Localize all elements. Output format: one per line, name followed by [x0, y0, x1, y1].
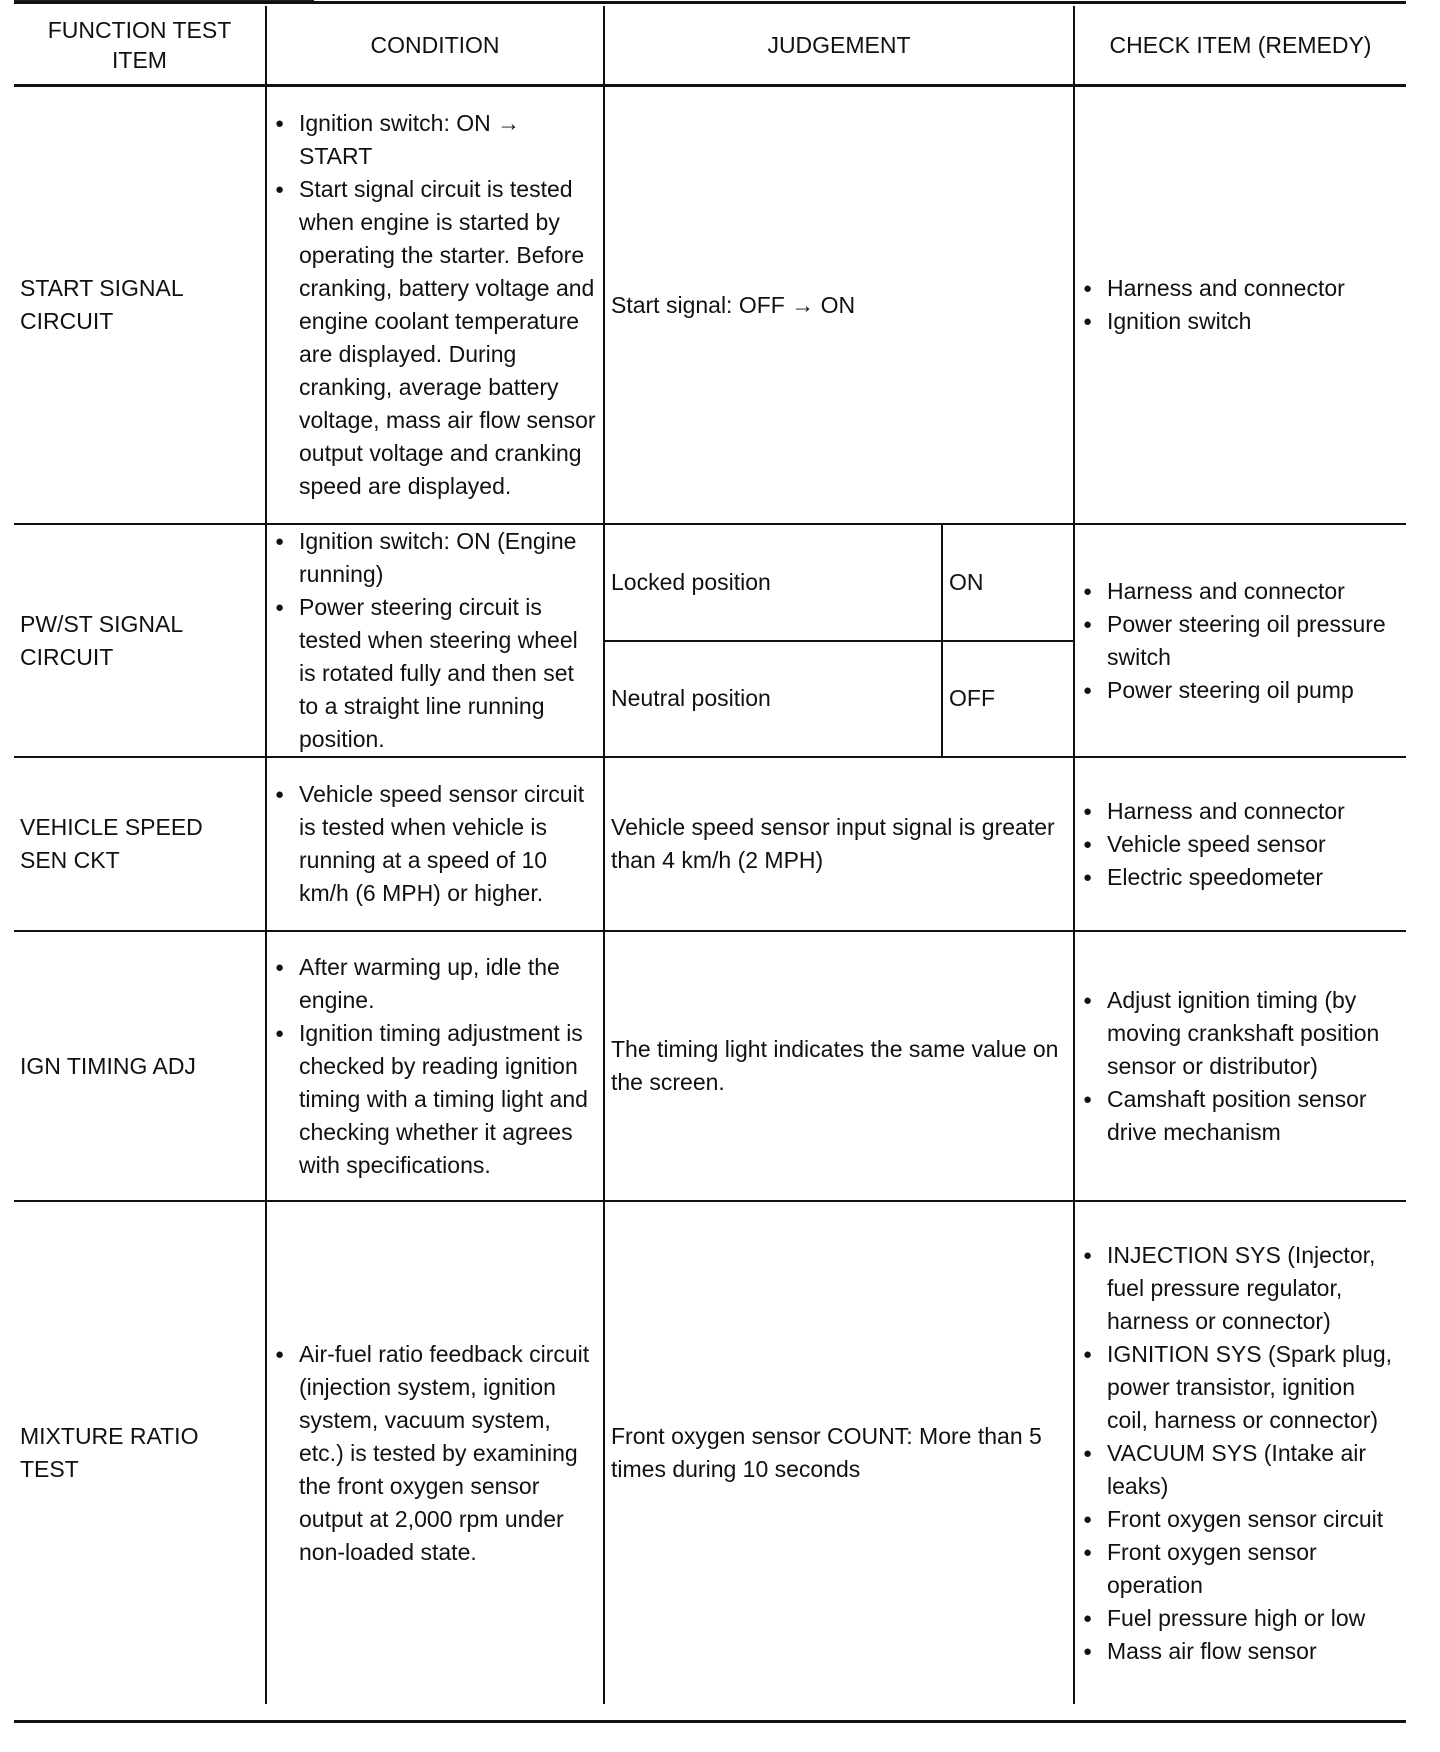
list-item: ● Front oxygen sensor operation [1081, 1536, 1400, 1602]
item-line: PW/ST SIGNAL [20, 610, 184, 637]
list-item: ● Harness and connector [1081, 795, 1400, 828]
judgement-value-off: OFF [942, 641, 1074, 758]
list-item: ● Ignition switch: ON (Engine running) [273, 525, 597, 591]
condition-cell [266, 757, 604, 931]
list-item: ● Camshaft position sensor drive mechanism [1081, 1083, 1400, 1149]
table-row [14, 757, 1406, 931]
condition-cell [266, 1201, 604, 1704]
list-item: ● Power steering circuit is tested when steering wheel is rotated fully and then set to a straight line running position. [273, 591, 597, 756]
judgement-cell: Front oxygen sensor COUNT: More than 5 times during 10 seconds [604, 1201, 1074, 1704]
list-item: ● Power steering oil pump [1081, 674, 1400, 707]
header-item-line-1: FUNCTION TEST [47, 17, 232, 43]
list-item: ● Ignition switch [1081, 305, 1400, 338]
judgement-value-on: ON [942, 524, 1074, 641]
header-condition: CONDITION [266, 6, 604, 86]
item-line: START SIGNAL [20, 275, 184, 301]
item-line: IGN TIMING ADJ [20, 1052, 196, 1079]
header-check-item: CHECK ITEM (REMEDY) [1074, 6, 1406, 86]
check-item-cell [1074, 931, 1406, 1201]
item-line: CIRCUIT [20, 308, 114, 334]
item-line: MIXTURE RATIO [20, 1423, 199, 1449]
function-test-item [14, 931, 266, 1201]
item-line: SEN CKT [20, 847, 120, 873]
header-item-line-2: ITEM [112, 47, 167, 73]
list-item: ● Harness and connector [1081, 575, 1400, 608]
condition-cell [266, 931, 604, 1201]
table-row [14, 1201, 1406, 1704]
function-test-table [14, 6, 1406, 1704]
check-item-cell [1074, 524, 1406, 757]
list-item: ● INJECTION SYS (Injector, fuel pressure regulator, harness or connector) [1081, 1239, 1400, 1338]
function-test-item [14, 86, 266, 525]
list-item: ● Mass air flow sensor [1081, 1635, 1400, 1668]
list-item: ● IGNITION SYS (Spark plug, power transistor, ignition coil, harness or connector) [1081, 1338, 1400, 1437]
judgement-cell: The timing light indicates the same value on the screen. [604, 931, 1074, 1201]
item-line: CIRCUIT [20, 643, 114, 670]
list-item: ● Harness and connector [1081, 272, 1400, 305]
list-item: ● Electric speedometer [1081, 861, 1400, 894]
item-line: VEHICLE SPEED [20, 814, 203, 840]
function-test-item [14, 524, 266, 757]
list-item: ● Vehicle speed sensor [1081, 828, 1400, 861]
judgement-position-neutral: Neutral position [604, 641, 942, 758]
condition-cell [266, 86, 604, 525]
judgement-cell: Vehicle speed sensor input signal is greater than 4 km/h (2 MPH) [604, 757, 1074, 931]
bottom-rule [14, 1720, 1406, 1723]
function-test-item [14, 1201, 266, 1704]
item-line: TEST [20, 1456, 79, 1482]
condition-cell [266, 524, 604, 757]
list-item: ● Vehicle speed sensor circuit is tested when vehicle is running at a speed of 10 km/h (6 MPH) or higher. [273, 778, 597, 910]
list-item: ● VACUUM SYS (Intake air leaks) [1081, 1437, 1400, 1503]
list-item: ● Fuel pressure high or low [1081, 1602, 1400, 1635]
list-item: ● Air-fuel ratio feedback circuit (injection system, ignition system, vacuum system, etc.) is tested by examining the front oxygen sensor output at 2,000 rpm under non-loaded state. [273, 1338, 597, 1569]
check-item-cell [1074, 757, 1406, 931]
header-judgement: JUDGEMENT [604, 6, 1074, 86]
judgement-position-locked: Locked position [604, 524, 942, 641]
table-row [14, 931, 1406, 1201]
check-item-cell [1074, 1201, 1406, 1704]
list-item: ● After warming up, idle the engine. [273, 951, 597, 1017]
list-item: ● Start signal circuit is tested when engine is started by operating the starter. Before cranking, battery voltage and engine coolant temperature are displayed. During cranking, average battery voltage, mass air flow sensor output voltage and cranking speed are displayed. [273, 173, 597, 503]
header-row [14, 6, 1406, 86]
table-row [14, 524, 1406, 641]
check-item-cell [1074, 86, 1406, 525]
list-item: ● Ignition timing adjustment is checked by reading ignition timing with a timing light and checking whether it agrees with specifications. [273, 1017, 597, 1182]
judgement-cell: Start signal: OFF → ON [604, 86, 1074, 525]
table-row [14, 86, 1406, 525]
header-function-test-item [14, 6, 266, 86]
top-rule [14, 1, 1406, 4]
list-item: ● Adjust ignition timing (by moving crankshaft position sensor or distributor) [1081, 984, 1400, 1083]
function-test-item [14, 757, 266, 931]
list-item: ● Front oxygen sensor circuit [1081, 1503, 1400, 1536]
list-item: ● Power steering oil pressure switch [1081, 608, 1400, 674]
list-item: ● Ignition switch: ON → START [273, 107, 597, 173]
